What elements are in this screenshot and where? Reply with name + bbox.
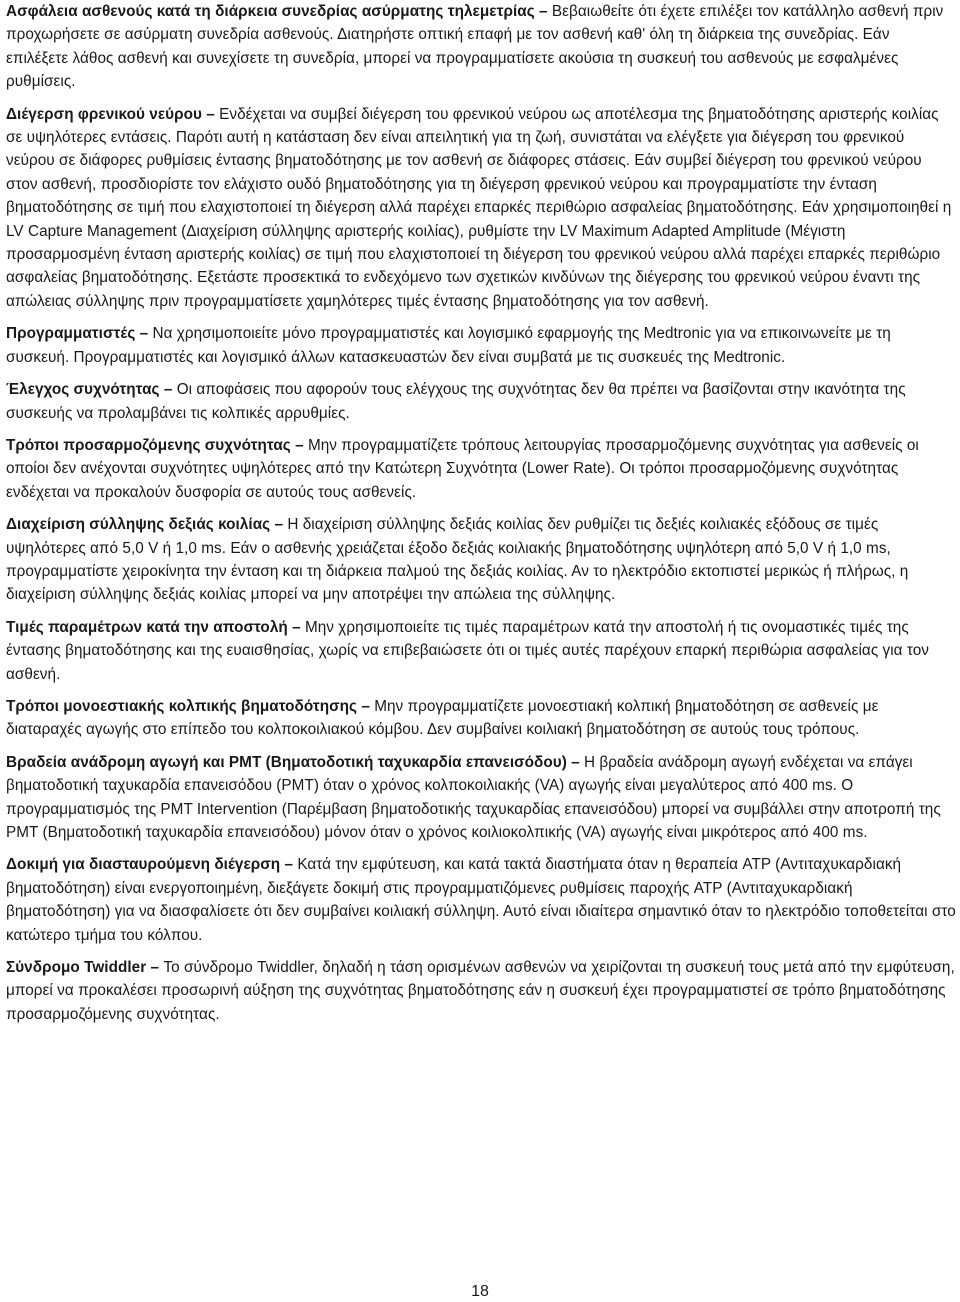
- paragraph-term: Τρόποι μονοεστιακής κολπικής βηματοδότησης –: [6, 697, 370, 715]
- paragraph-twiddler-syndrome: [6, 956, 956, 1026]
- paragraph-phrenic-nerve: [6, 103, 956, 314]
- paragraph-text: Η διαχείριση σύλληψης δεξιάς κοιλίας δεν ρυθμίζει τις δεξιές κοιλιακές εξόδους σε τιμές υψηλότερες από 5,0 V ή 1,0 ms. Εάν ο ασθενής χρειάζεται έξοδο δεξιάς κοιλιακής βηματοδότησης υψηλότερη από 5,0 V ή 1,0 ms, προγραμματίστε χειροκίνητα την ένταση και τη διάρκεια παλμού της δεξιάς κοιλίας. Αν το ηλεκτρόδιο εκτοπιστεί μερικώς ή πλήρως, η διαχείριση σύλληψης δεξιάς κοιλίας μπορεί να μην αποτρέψει την απώλεια της σύλληψης.: [6, 516, 909, 604]
- paragraph-text: Μην χρησιμοποιείτε τις τιμές παραμέτρων κατά την αποστολή ή τις ονομαστικές τιμές της έντασης βηματοδότησης και της ευαισθησίας, χωρίς να επιβεβαιώσετε ότι οι τιμές αυτές παρέχουν επαρκή περιθώρια ασφαλείας για τον ασθενή.: [6, 618, 930, 683]
- page-number: 18: [471, 1283, 489, 1300]
- paragraph-text: Το σύνδρομο Twiddler, δηλαδή η τάση ορισμένων ασθενών να χειρίζονται τη συσκευή τους μετά από την εμφύτευση, μπορεί να προκαλέσει προσωρινή αύξηση της συχνότητας βηματοδότησης εάν η συσκευή έχει προγραμματιστεί σε τρόπο βηματοδότησης προσαρμοζόμενης συχνότητας.: [6, 959, 955, 1023]
- paragraph-term: Ασφάλεια ασθενούς κατά τη διάρκεια συνεδρίας ασύρματης τηλεμετρίας –: [6, 3, 548, 20]
- paragraph-text: Μην προγραμματίζετε τρόπους λειτουργίας προσαρμοζόμενης συχνότητας για ασθενείς οι οποίοι δεν ανέχονται συχνότητες υψηλότερες από την Κατώτερη Συχνότητα (Lower Rate). Οι τρόποι προσαρμοζόμενης συχνότητας ενδέχεται να προκαλούν δυσφορία σε αυτούς τους ασθενείς.: [6, 436, 919, 501]
- paragraph-term: Σύνδρομο Twiddler –: [6, 959, 160, 977]
- paragraph-rv-capture-management: [6, 513, 956, 607]
- paragraph-cross-stimulation-test: [6, 853, 956, 947]
- paragraph-term: Βραδεία ανάδρομη αγωγή και PMT (Βηματοδοτική ταχυκαρδία επανεισόδου) –: [6, 753, 580, 771]
- paragraph-rate-control: [6, 378, 956, 425]
- paragraph-patient-safety: [6, 0, 956, 94]
- paragraph-text: Κατά την εμφύτευση, και κατά τακτά διαστήματα όταν η θεραπεία ATP (Αντιταχυκαρδιακή βηματοδότηση) είναι ενεργοποιημένη, διεξάγετε δοκιμή στις προγραμματιζόμενες ρυθμίσεις παροχής ATP (Αντιταχυκαρδιακή βηματοδότηση) για να διασφαλίσετε ότι δεν συμβαίνει κοιλιακή σύλληψη. Αυτό είναι ιδιαίτερα σημαντικό όταν το ηλεκτρόδιο τοποθετείται στο κατώτερο τμήμα του κόλπου.: [6, 856, 956, 944]
- paragraph-term: Δοκιμή για διασταυρούμενη διέγερση –: [6, 856, 294, 874]
- paragraph-text: Ενδέχεται να συμβεί διέγερση του φρενικού νεύρου ως αποτέλεσμα της βηματοδότησης αριστερής κοιλίας σε υψηλότερες εντάσεις. Παρότι αυτή η κατάσταση δεν είναι απειλητική για τη ζωή, συνιστάται να ελέγξετε για διέγερση του φρενικού νεύρου σε διάφορες ρυθμίσεις έντασης βηματοδότησης με τον ασθενή σε διάφορες στάσεις. Εάν συμβεί διέγερση του φρενικού νεύρου στον ασθενή, προσδιορίστε τον ελάχιστο ουδό βηματοδότησης για τη διέγερση φρενικού νεύρου και προγραμματίστε την ένταση βηματοδότησης σε τιμή που ελαχιστοποιεί τη διέγερση αλλά παρέχει επαρκές περιθώριο ασφαλείας βηματοδότησης. Εάν χρησιμοποιηθεί η LV Capture Management (Διαχείριση σύλληψης αριστερής κοιλίας), ρυθμίστε την LV Maximum Adapted Amplitude (Μέγιστη προσαρμοσμένη ένταση αριστερής κοιλίας) σε τιμή που ελαχιστοποιεί τη διέγερση του φρενικού νεύρου αλλά παρέχει επαρκές περιθώριο ασφαλείας βηματοδότησης. Εξετάστε προσεκτικά το ενδεχόμενο των σχετικών κινδύνων της διέγερσης του φρενικού νεύρου έναντι της απώλειας σύλληψης πριν προγραμματίσετε χαμηλότερες τιμές έντασης βηματοδότησης για τον ασθενή.: [6, 105, 952, 310]
- document-page: [6, 0, 956, 1035]
- paragraph-term: Διέγερση φρενικού νεύρου –: [6, 105, 215, 123]
- paragraph-term: Έλεγχος συχνότητας –: [6, 381, 173, 399]
- paragraph-term: Τιμές παραμέτρων κατά την αποστολή –: [6, 618, 301, 636]
- paragraph-single-chamber-atrial: [6, 695, 956, 742]
- paragraph-term: Προγραμματιστές –: [6, 325, 149, 343]
- paragraph-term: Τρόποι προσαρμοζόμενης συχνότητας –: [6, 436, 304, 454]
- paragraph-text: Η βραδεία ανάδρομη αγωγή ενδέχεται να επάγει βηματοδοτική ταχυκαρδία επανεισόδου (PMT) όταν ο χρόνος κολποκοιλιακής (VA) αγωγής είναι μεγαλύτερος από 400 ms. Ο προγραμματισμός της PMT Intervention (Παρέμβαση βηματοδοτικής ταχυκαρδίας επανεισόδου) μπορεί να συμβάλλει στην αποτροπή της PMT (Βηματοδοτική ταχυκαρδία επανεισόδου) μόνον όταν ο χρόνος κοιλιοκολπικής (VA) αγωγής είναι μικρότερος από 400 ms.: [6, 753, 941, 841]
- paragraph-rate-responsive-modes: [6, 434, 956, 504]
- paragraph-text: Βεβαιωθείτε ότι έχετε επιλέξει τον κατάλληλο ασθενή πριν προχωρήσετε σε ασύρματη συνεδρία ασθενούς. Διατηρήστε οπτική επαφή με τον ασθενή καθ' όλη τη διάρκεια της συνεδρίας. Εάν επιλέξετε λάθος ασθενή και συνεχίσετε τη συνεδρία, μπορεί να προγραμματίσετε ακούσια τη συσκευή του ασθενούς με εσφαλμένες ρυθμίσεις.: [6, 3, 944, 91]
- paragraph-text: Οι αποφάσεις που αφορούν τους ελέγχους της συχνότητας δεν θα πρέπει να βασίζονται στην ικανότητα της συσκευής να προλαμβάνει τις κολπικές αρρυθμίες.: [6, 381, 906, 422]
- paragraph-text: Μην προγραμματίζετε μονοεστιακή κολπική βηματοδότηση σε ασθενείς με διαταραχές αγωγής στο επίπεδο του κολποκοιλιακού κόμβου. Δεν συμβαίνει κοιλιακή βηματοδότηση σε αυτούς τους τρόπους.: [6, 697, 879, 739]
- paragraph-programmers: [6, 322, 956, 369]
- paragraph-slow-retrograde-pmt: [6, 751, 956, 845]
- paragraph-term: Διαχείριση σύλληψης δεξιάς κοιλίας –: [6, 516, 284, 534]
- paragraph-text: Να χρησιμοποιείτε μόνο προγραμματιστές και λογισμικό εφαρμογής της Medtronic για να επικοινωνείτε με τη συσκευή. Προγραμματιστές και λογισμικό άλλων κατασκευαστών δεν είναι συμβατά με τις συσκευές της Medtronic.: [6, 325, 891, 366]
- paragraph-shipping-values: [6, 616, 956, 686]
